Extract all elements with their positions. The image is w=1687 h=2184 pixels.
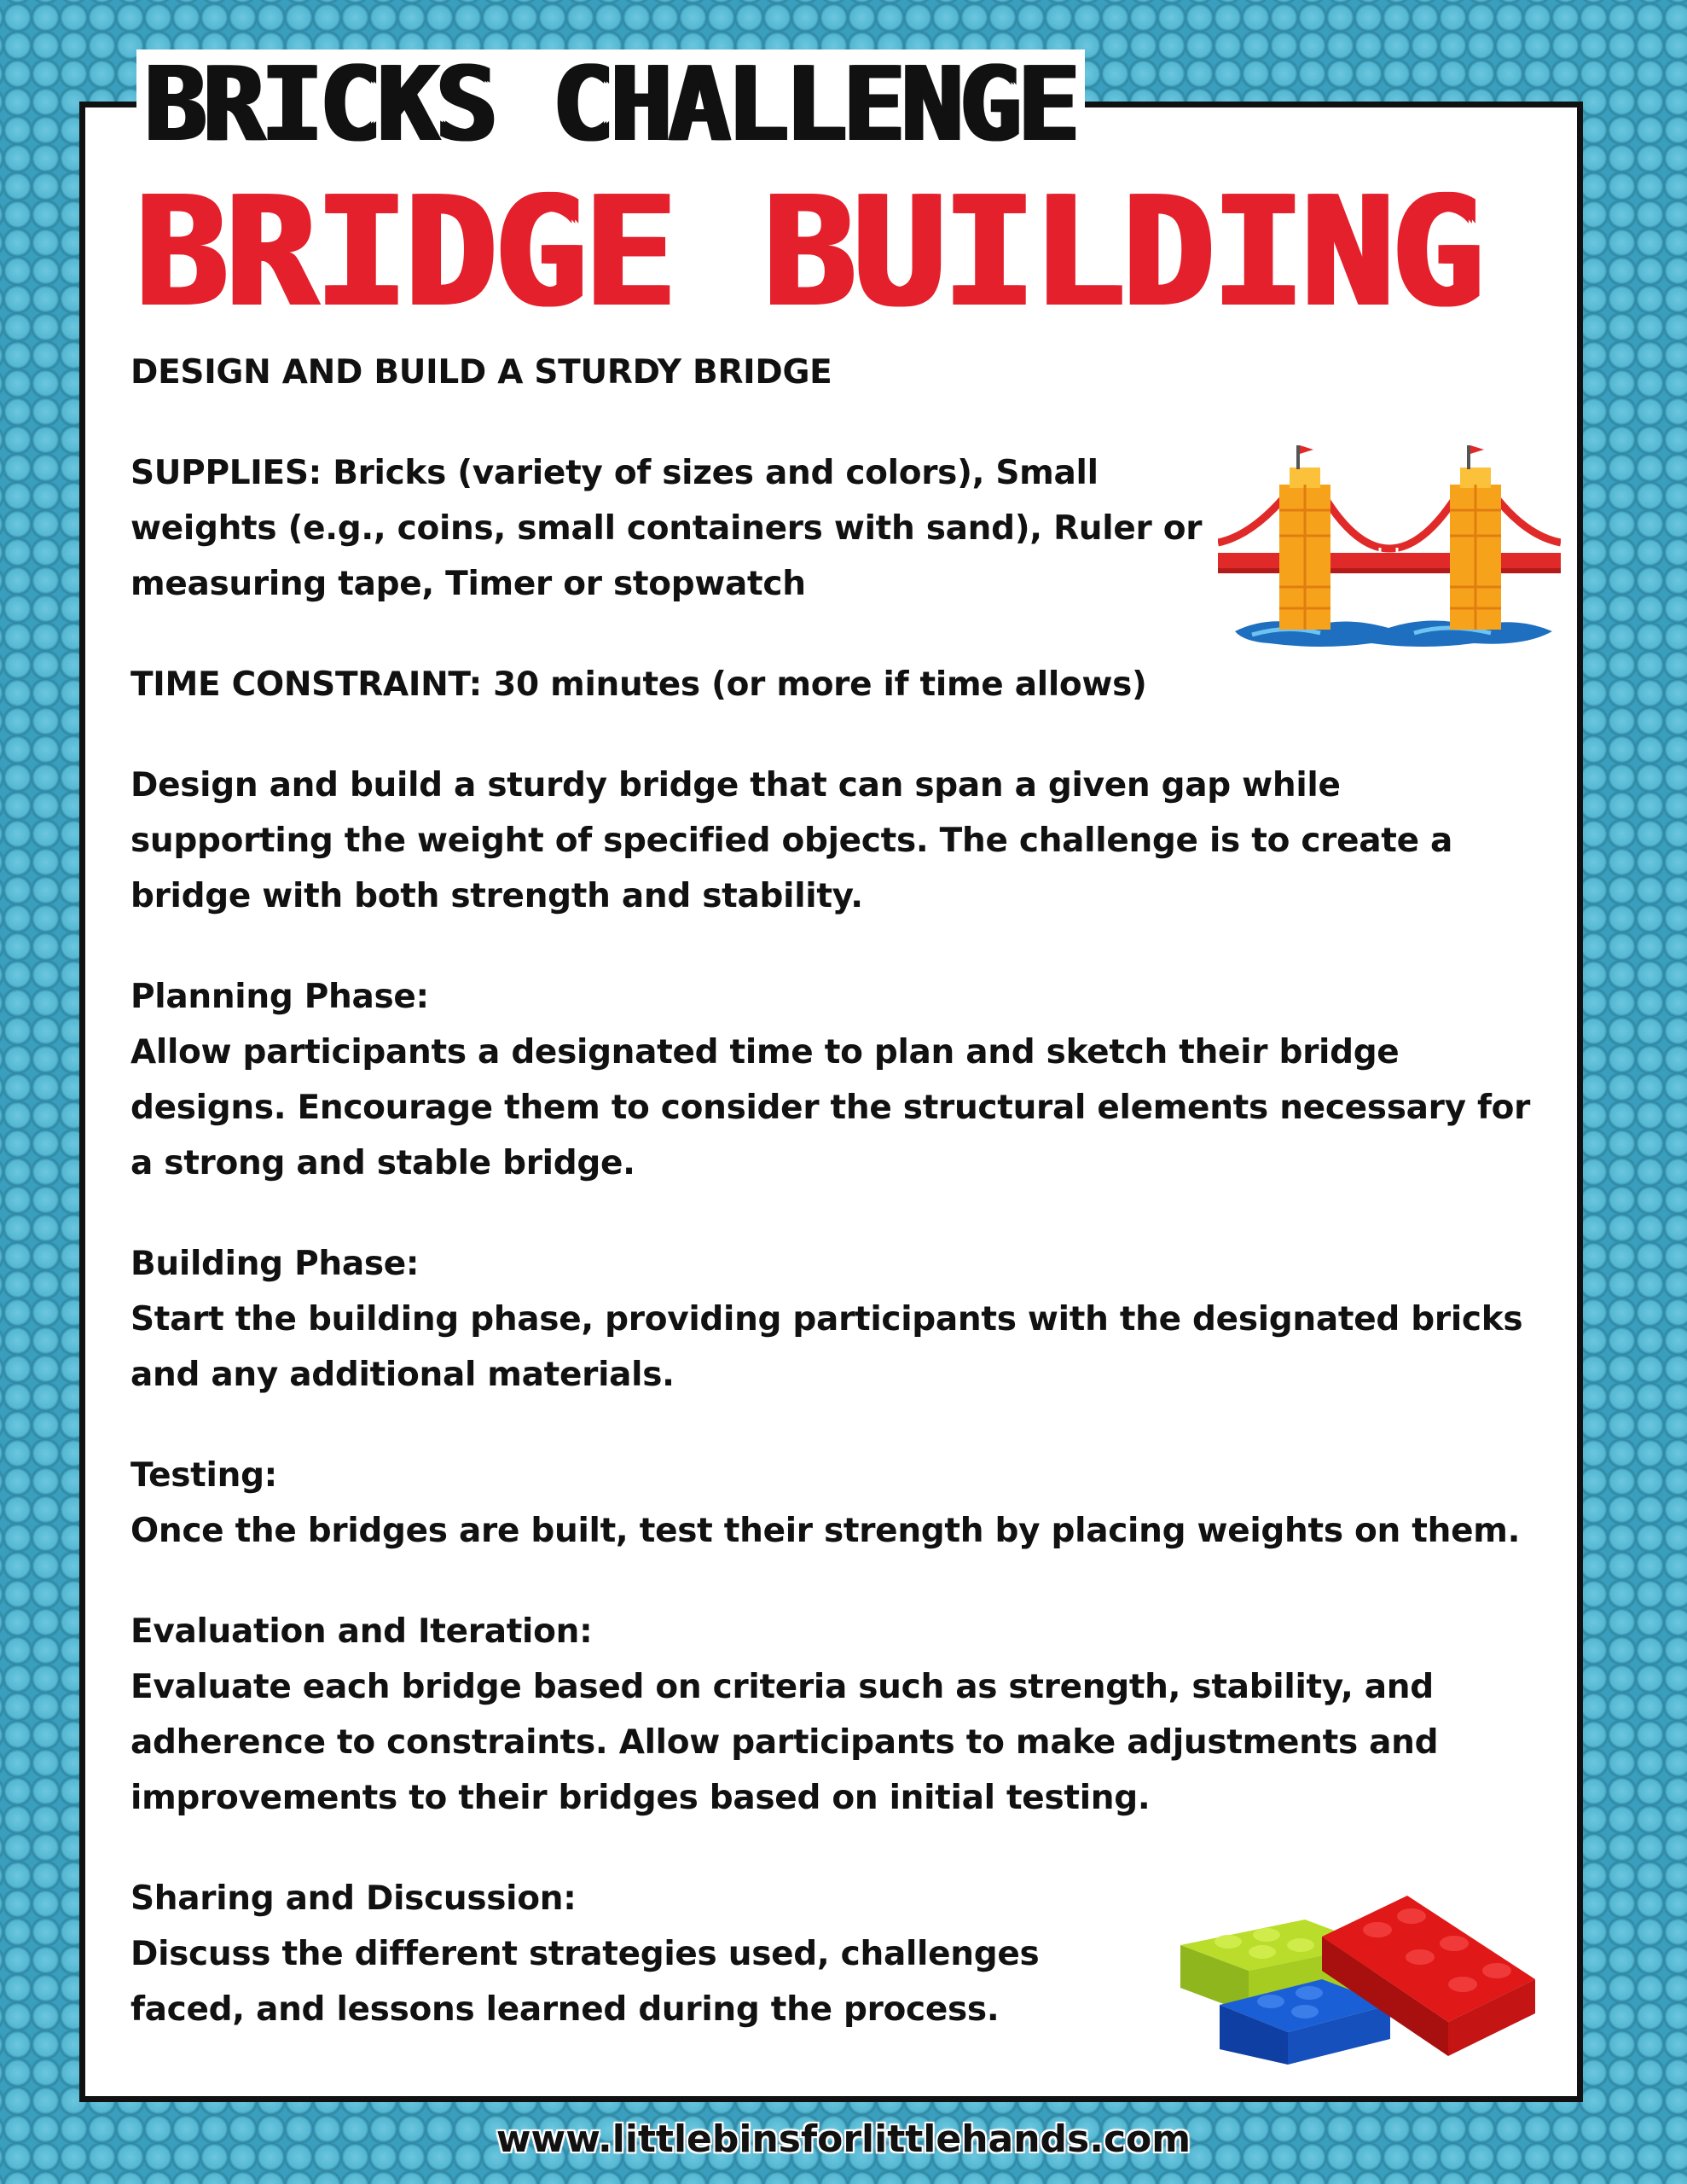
section-heading: Sharing and Discussion:: [130, 1879, 577, 1918]
section-evaluation: [130, 1604, 1538, 1826]
suspension-bridge-icon: [1218, 433, 1561, 652]
section-body: Start the building phase, providing participants with the designated bricks and any additional materials.: [130, 1300, 1523, 1394]
section-sharing: [130, 1871, 1137, 2037]
time-constraint-text: TIME CONSTRAINT: 30 minutes (or more if time allows): [130, 665, 1147, 704]
main-title: BRIDGE BUILDING: [136, 164, 1482, 340]
section-heading: Testing:: [130, 1456, 277, 1495]
section-heading: Evaluation and Iteration:: [130, 1612, 593, 1651]
series-title: BRICKS CHALLENGE: [136, 49, 1085, 162]
description-text: Design and build a sturdy bridge that can span a given gap while supporting the weight of specified objects. The challenge is to create a bridge with both strength and stability.: [130, 766, 1453, 915]
section-body: Evaluate each bridge based on criteria such as strength, stability, and adherence to constraints. Allow participants to make adjustments and improvements to their bridges based on initial testing.: [130, 1668, 1439, 1817]
section-planning: [130, 969, 1538, 1191]
section-body: Allow participants a designated time to plan and sketch their bridge designs. Encourage them to consider the structural elements necessary for a strong and stable bridge.: [130, 1033, 1531, 1182]
supplies-text: SUPPLIES: Bricks (variety of sizes and colors), Small weights (e.g., coins, small containers with sand), Ruler or measuring tape, Timer or stopwatch: [130, 454, 1203, 603]
subtitle: DESIGN AND BUILD A STURDY BRIDGE: [130, 353, 832, 392]
website-url[interactable]: www.littlebinsforlittlehands.com: [496, 2117, 1191, 2161]
section-heading: Building Phase:: [130, 1245, 420, 1283]
section-body: Once the bridges are built, test their strength by placing weights on them.: [130, 1512, 1521, 1550]
section-building: [130, 1236, 1538, 1403]
section-heading: Planning Phase:: [130, 978, 429, 1016]
section-body: Discuss the different strategies used, challenges faced, and lessons learned during the process.: [130, 1935, 1040, 2029]
toy-bricks-icon: [1177, 1885, 1552, 2066]
section-testing: [130, 1448, 1538, 1559]
